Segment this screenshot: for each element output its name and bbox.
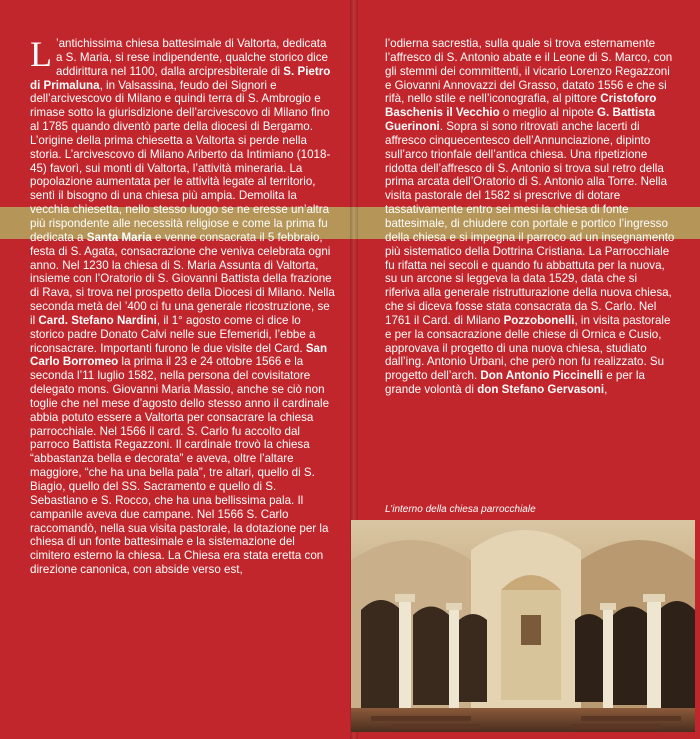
bold-name: G. Battista Guerinoni [385, 106, 656, 134]
bold-name: San Carlo Borromeo [30, 341, 328, 369]
photo-caption: L’interno della chiesa parrocchiale [385, 504, 536, 515]
text-run: , il 1° agosto come ci dice lo storico padre Donato Calvi nelle sue Efemeridi, l’ebbe a riconsacrare. Importanti furono le due visite del Card. [30, 313, 316, 355]
text-run: , [604, 383, 608, 397]
bold-name: Santa Maria [86, 230, 152, 244]
bold-name: Don Antonio Piccinelli [480, 369, 603, 383]
church-interior-illustration [351, 520, 695, 732]
left-paragraph [30, 34, 336, 577]
text-run: e venne consacrata il 5 febbraio, festa di S. Agata, consacrazione che veniva celebrata ogni anno. Nel 1230 la chiesa di S. Maria Assunta di Valtorta, insieme con l’Oratorio di S. Giovanni Battista della frazione di Rava, si trova nel prospetto della Diocesi di Milano. Nella seconda metà del ’400 ci fu una generale ricostruzione, se il [30, 230, 335, 327]
right-text-column [385, 37, 675, 397]
text-run: ’antichissima chiesa battesimale di Valtorta, dedicata a S. Maria, si rese indipendente, qualche storico dice addirittura nel 1100, dalla arcipresbiterale di [56, 37, 328, 78]
right-paragraph [385, 37, 675, 397]
bold-name: S. Pietro di Primaluna [30, 64, 331, 92]
text-run: . Sopra si sono ritrovati anche lacerti di affresco cinquecentesco dell’Annunciazione, dipinto sull’arco trionfale dell’antica chiesa. Una ripetizione ridotta dell’affresco di S. Antonio si trova sul retro della prima arcata dell’Oratorio di S. Antonio alla Torre. Nella visita pastorale del 1582 si prescrive di dotare tassativamente entro sei mesi la chiesa di fonte battesimale, di chiudere con portale e portico l’ingresso della chiesa e si impegna il parroco ad un insegnamento più sistematico della Dottrina Cristiana. La Parrocchiale fu rifatta nei secoli e quando fu abbattuta per la nuova, su un arcone si leggeva la data 1529, data che si riferiva alla generale ristrutturazione della nuova chiesa, che si diceva fosse stata consacrata da S. Carlo. Nel 1761 il Card. di Milano [385, 120, 675, 327]
bold-name: don Stefano Gervasoni [477, 383, 605, 397]
bold-name: Pozzobonelli [503, 313, 575, 327]
text-run: e per la grande volontà di [385, 369, 645, 397]
text-run: la prima il 23 e 24 ottobre 1566 e la seconda l’11 luglio 1582, nella persona del covisitatore delegato mons. Giovanni Maria Massio, anche se ciò non toglie che nel mese d’agosto dello stesso anno il cardinale abbia potuto essere a Valtorta per consacrare la chiesa parrocchiale. Nel 1566 il card. S. Carlo fu accolto dal parroco Battista Regazzoni. Il cardinale trovò la chiesa “abbastanza bella e decorata” e aveva, oltre l’altare maggiore, “che ha una bella pala”, tre altari, quello di S. Biagio, quello del SS. Sacramento e quello di S. Sebastiano e S. Rocco, che ha una bellissima pala. Il campanile aveva due campane. Nel 1566 S. Carlo raccomandò, nella sua visita pastorale, la dotazione per la chiesa di un fonte battesimale e la sistemazione del cimitero esterno la chiesa. La Chiesa era stata eretta con direzione canonica, con abside verso est, [30, 355, 330, 577]
drop-cap: L [30, 34, 52, 74]
text-run: , in Valsassina, feudo dei Signori e dell’arcivescovo di Milano e quindi terra di S. Ambrogio e rimase sotto la giurisdizione dell’arcivescovo di Milano fino al 1785 quando diventò parte della diocesi di Bergamo. L’origine della prima chiesetta a Valtorta si perde nella storia. L’arcivescovo di Milano Ariberto da Intimiano (1018-45) favorì, sui monti di Valtorta, l’attività mineraria. La popolazione aumentata per le attività legate al territorio, sentì il bisogno di una chiesa più ampia. Demolita la vecchia chiesetta, nello stesso luogo se ne eresse un’altra più rispondente alle necessità religiose e come la prima fu dedicata a [30, 78, 331, 244]
bold-name: Card. Stefano Nardini [38, 313, 157, 327]
text-run: , in visita pastorale e per la consacrazione delle chiese di Ornica e Cusio, approvava il progetto di una nuova chiesa, studiato dall’ing. Antonio Urbani, che però non fu realizzato. Su progetto dell’arch. [385, 313, 671, 383]
church-interior-photo [351, 520, 695, 732]
left-text-column [30, 34, 336, 577]
bold-name: Cristoforo Baschenis il Vecchio [385, 92, 657, 120]
text-run: o meglio al nipote [499, 106, 598, 120]
text-run: l’odierna sacrestia, sulla quale si trova esternamente l’affresco di S. Antonio abate e il Leone di S. Marco, con gli stemmi dei committenti, il vicario Lorenzo Regazzoni e Giovanni Annovazzi del Grasso, datato 1556 e che si rifà, nello stile e nell’iconografia, al pittore [385, 37, 673, 106]
